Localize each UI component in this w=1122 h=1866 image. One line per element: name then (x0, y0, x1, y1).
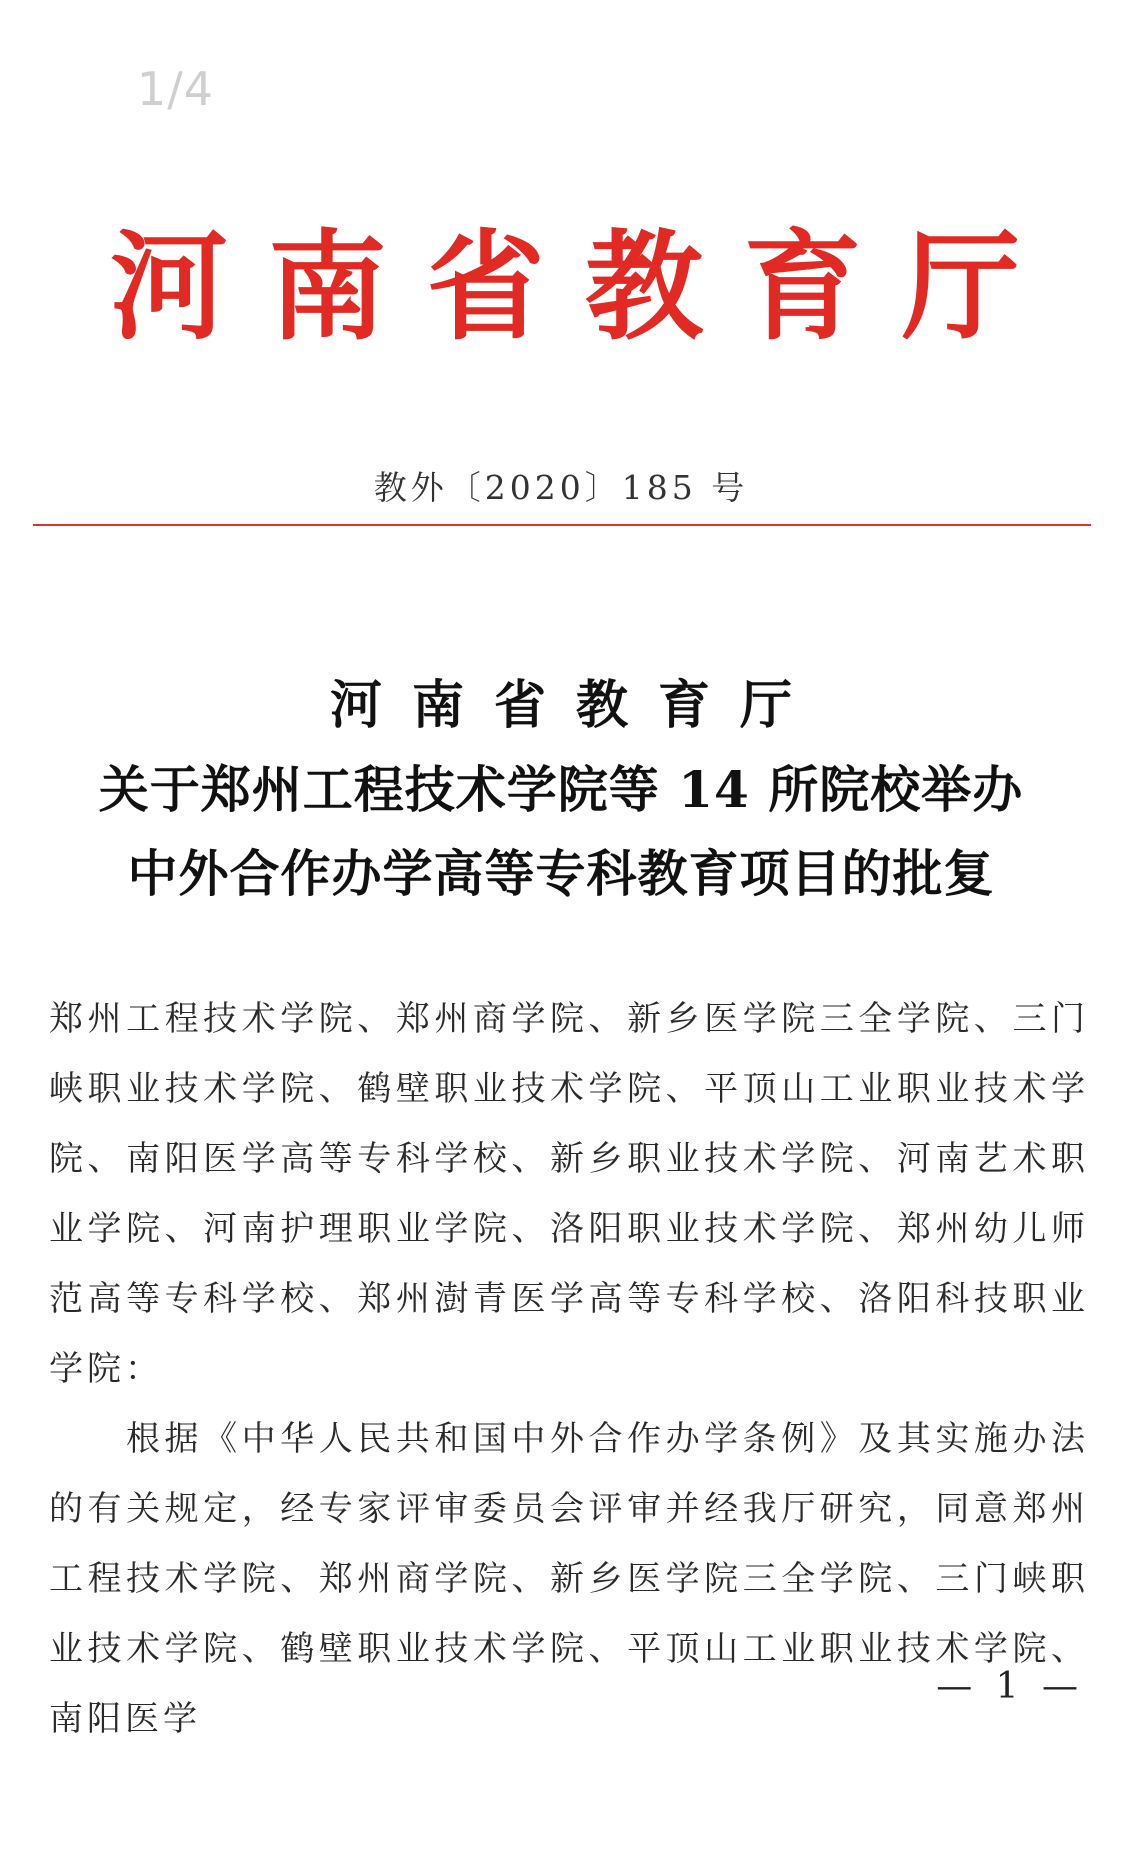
document-body (49, 984, 1089, 1754)
title-line-subject-cont: 中外合作办学高等专科教育项目的批复 (127, 844, 995, 903)
page-number: — 1 — (936, 1666, 1084, 1707)
document-title (0, 664, 1122, 916)
masthead-title (110, 212, 1020, 356)
title-line-issuer: 河南省教育厅 (329, 675, 822, 736)
body-paragraph: 根据《中华人民共和国中外合作办学条例》及其实施办法的有关规定，经专家评审委员会评审并经我厅研究，同意郑州工程技术学院、郑州商学院、新乡医学院三全学院、三门峡职业技术学院、鹤壁职业技术学院、平顶山工业职业技术学院、南阳医学 (49, 1419, 1089, 1739)
masthead-char: 南 (268, 217, 387, 356)
masthead-char: 厅 (901, 217, 1020, 356)
masthead-char: 教 (585, 217, 704, 356)
page-counter: 1/4 (137, 62, 215, 116)
masthead-char: 省 (426, 217, 545, 356)
red-divider (33, 524, 1091, 526)
addressees-paragraph: 郑州工程技术学院、郑州商学院、新乡医学院三全学院、三门峡职业技术学院、鹤壁职业技术学院、平顶山工业职业技术学院、南阳医学高等专科学校、新乡职业技术学院、河南艺术职业学院、河南护理职业学院、洛阳职业技术学院、郑州幼儿师范高等专科学校、郑州澍青医学高等专科学校、洛阳科技职业学院： (49, 999, 1089, 1389)
document-number: 教外〔2020〕185 号 (373, 468, 749, 507)
masthead-char: 河 (110, 217, 229, 356)
masthead-char: 育 (743, 217, 862, 356)
title-line-subject: 关于郑州工程技术学院等 14 所院校举办 (98, 760, 1024, 819)
